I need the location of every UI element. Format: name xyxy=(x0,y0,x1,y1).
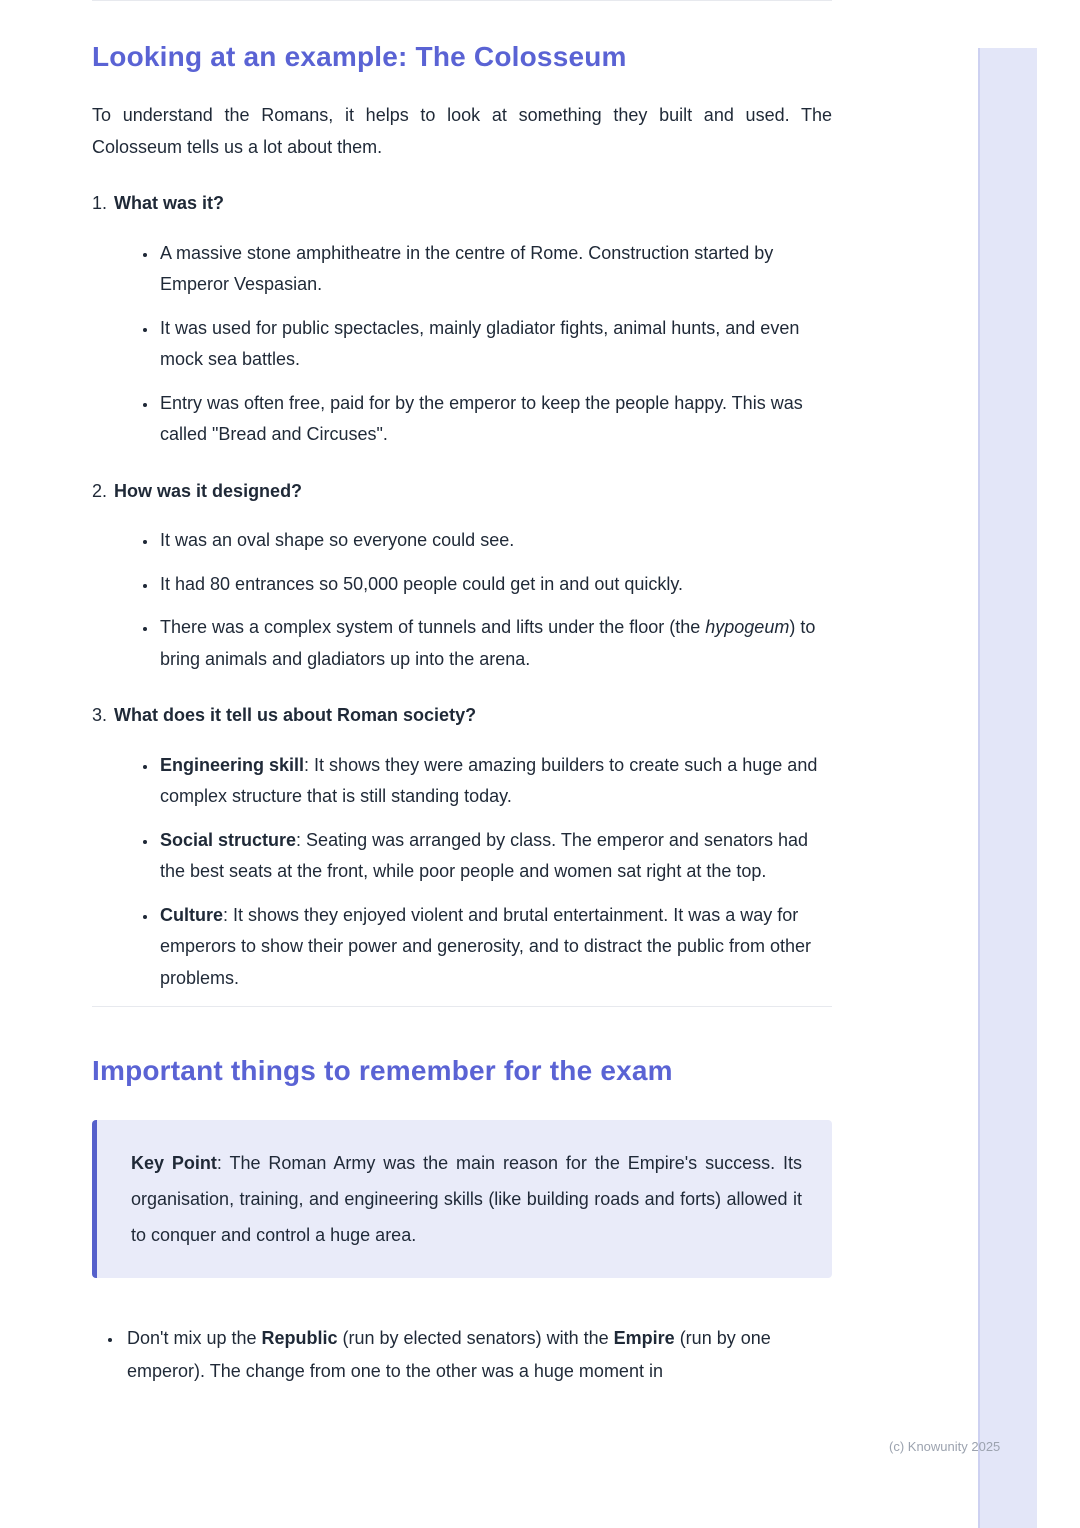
bullet-list xyxy=(92,750,832,995)
page-content xyxy=(92,0,832,1388)
list-item-text: (run by elected senators) with the xyxy=(337,1327,614,1348)
list-item-text: It was used for public spectacles, mainly gladiator fights, animal hunts, and even mock sea battles. xyxy=(160,317,800,370)
question-block-3 xyxy=(92,700,832,994)
question-number: 1. xyxy=(92,193,108,214)
key-point-callout xyxy=(92,1120,832,1278)
key-point-label: Key Point xyxy=(131,1152,217,1173)
list-item xyxy=(158,388,832,451)
bullet-list xyxy=(92,525,832,675)
section-title-exam: Important things to remember for the exam xyxy=(92,1055,673,1087)
italic-term: hypogeum xyxy=(705,617,790,638)
top-divider xyxy=(92,0,832,1)
key-point-paragraph xyxy=(131,1145,802,1253)
list-item-text: Don't mix up the xyxy=(127,1327,262,1348)
reminder-list xyxy=(92,1322,832,1389)
list-item-lead: Culture xyxy=(160,904,223,925)
list-item xyxy=(123,1322,832,1389)
list-item xyxy=(158,313,832,376)
list-item xyxy=(158,525,832,557)
list-item-text: : Seating was arranged by class. The emperor and senators had the best seats at the front, while poor people and women sat right at the top. xyxy=(160,829,809,882)
question-text: How was it designed? xyxy=(114,480,303,501)
question-number: 2. xyxy=(92,480,108,501)
copyright-watermark: (c) Knowunity 2025 xyxy=(889,1439,1001,1454)
list-item-text: ) to bring animals and gladiators up into the arena. xyxy=(160,617,816,669)
list-item-text: There was a complex system of tunnels and lifts under the floor (the xyxy=(160,617,706,638)
question-block-2 xyxy=(92,476,832,676)
list-item xyxy=(158,569,832,601)
list-item-text: : It shows they were amazing builders to create such a huge and complex structure that is still standing today. xyxy=(160,754,818,807)
bold-term: Republic xyxy=(261,1327,338,1348)
list-item-text: It had 80 entrances so 50,000 people could get in and out quickly. xyxy=(160,573,684,594)
list-item-text: : It shows they enjoyed violent and brutal entertainment. It was a way for emperors to show their power and generosity, and to distract the public from other problems. xyxy=(160,904,811,988)
list-item xyxy=(158,825,832,888)
question-block-1 xyxy=(92,188,832,451)
bullet-list xyxy=(92,238,832,451)
intro-paragraph: To understand the Romans, it helps to look at something they built and used. The Colosseum tells us a lot about them. xyxy=(92,105,832,158)
question-heading xyxy=(92,476,832,508)
list-item xyxy=(158,612,832,675)
list-item xyxy=(158,750,832,813)
section-title-colosseum: Looking at an example: The Colosseum xyxy=(92,41,627,72)
key-point-text: : The Roman Army was the main reason for the Empire's success. Its organisation, training, and engineering skills (like building roads and forts) allowed it to conquer and control a huge area. xyxy=(131,1152,802,1245)
question-text: What does it tell us about Roman society? xyxy=(114,705,477,726)
section-divider xyxy=(92,1006,832,1007)
list-item-lead: Social structure xyxy=(160,829,297,850)
list-item xyxy=(158,900,832,995)
scrollbar-track[interactable] xyxy=(978,48,1037,1528)
question-number: 3. xyxy=(92,705,108,726)
question-heading xyxy=(92,700,832,732)
question-heading xyxy=(92,188,832,220)
list-item-text: It was an oval shape so everyone could see. xyxy=(160,530,515,551)
list-item xyxy=(158,238,832,301)
list-item-text: (run by one emperor). The change from one to the other was a huge moment in xyxy=(127,1327,771,1382)
question-text: What was it? xyxy=(114,193,225,214)
bold-term: Empire xyxy=(613,1327,675,1348)
list-item-text: Entry was often free, paid for by the emperor to keep the people happy. This was called "Bread and Circuses". xyxy=(160,392,803,445)
list-item-lead: Engineering skill xyxy=(160,754,305,775)
list-item-text: A massive stone amphitheatre in the centre of Rome. Construction started by Emperor Vespasian. xyxy=(160,242,774,295)
